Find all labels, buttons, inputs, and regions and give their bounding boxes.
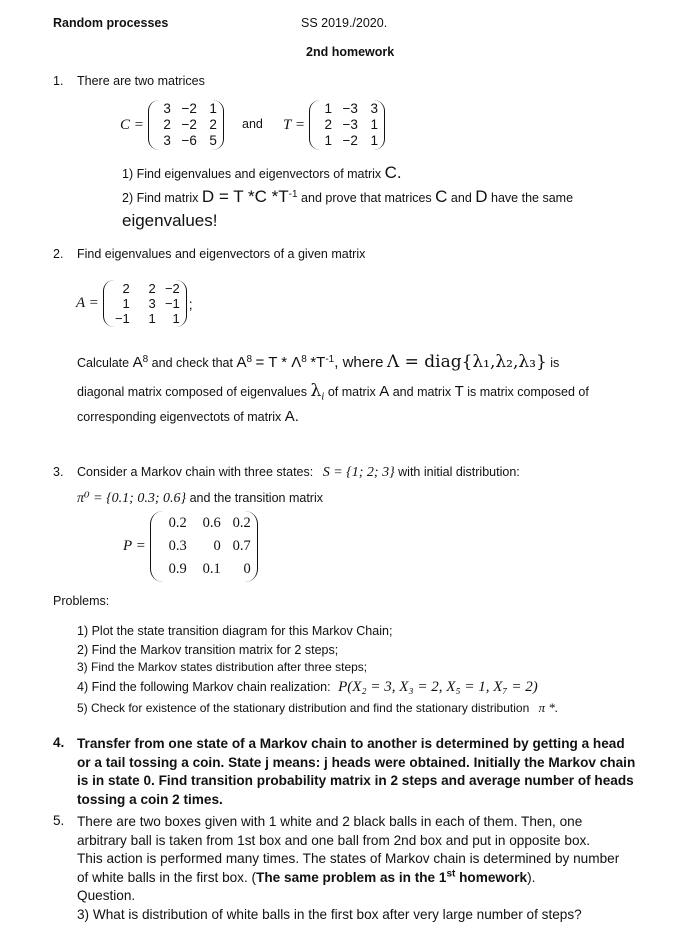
matrix-cell: 3 <box>148 296 156 311</box>
matrix-cell: 3 <box>163 101 171 116</box>
problem1-number: 1. <box>53 74 64 88</box>
problem4-text <box>77 735 652 809</box>
matrix-c <box>120 100 224 150</box>
matrix-cell: 3 <box>370 101 378 116</box>
course-title: Random processes <box>53 16 169 30</box>
matrix-cell: 1 <box>172 311 180 326</box>
semester: SS 2019./2020. <box>301 16 388 30</box>
problem3-initial-dist: π⁰ = {0.1; 0.3; 0.6} and the transition matrix <box>77 491 323 506</box>
matrix-cell: 1 <box>148 311 156 326</box>
matrix-a-label: A = <box>76 295 99 311</box>
matrix-cell: 0.3 <box>168 538 187 554</box>
matrix-cell: 1 <box>209 101 217 116</box>
matrix-cell: 2 <box>148 281 156 296</box>
question-label: Question. <box>77 888 136 904</box>
problem2-line2: diagonal matrix composed of eigenvalues λi of matrix A and matrix T is matrix composed of <box>77 381 589 403</box>
matrix-cell: 1 <box>324 133 332 148</box>
problem4-number: 4. <box>53 735 65 750</box>
problem5-text <box>77 813 652 925</box>
problem3-intro: Consider a Markov chain with three states: S = {1; 2; 3} with initial distribution: <box>77 465 520 480</box>
matrix-cell: 1 <box>370 117 378 132</box>
problem3-number: 3. <box>53 465 64 479</box>
problem4-line: or a tail tossing a coin. State j means: j heads were obtained. Initially the Markov chain <box>77 754 636 770</box>
problem5-number: 5. <box>53 813 65 828</box>
list-item: 2) Find the Markov transition matrix for 2 steps; <box>77 643 339 657</box>
matrix-t-label: T = <box>283 116 305 133</box>
problem4-line: is in state 0. Find transition probability matrix in 2 steps and average number of heads <box>77 773 634 789</box>
problem1-task2: 2) Find matrix D = T *C $*T^{-1}$ and prove that matrices C and D have the same <box>122 187 574 206</box>
matrix-c-label: C = <box>120 116 144 133</box>
matrix-cell: 2 <box>324 117 332 132</box>
matrix-cell: −6 <box>181 133 197 148</box>
matrix-cell: 5 <box>209 133 217 148</box>
problem5-line: This action is performed many times. The states of Markov chain is determined by number <box>77 851 620 867</box>
page-title: 2nd homework <box>306 45 395 59</box>
matrix-cell: −2 <box>164 281 180 296</box>
matrix-cell: 0 <box>243 561 251 577</box>
matrix-t <box>283 100 385 150</box>
problem4-line: tossing a coin 2 times. <box>77 791 223 807</box>
problem1-task2-line2: eigenvalues! <box>122 211 218 230</box>
matrix-cell: −1 <box>114 311 130 326</box>
matrix-cell: 0.2 <box>232 515 251 531</box>
matrix-cell: 1 <box>122 296 130 311</box>
list-item: 3) Find the Markov states distribution after three steps; <box>77 660 368 674</box>
problem1-intro: There are two matrices <box>77 74 205 88</box>
question-3: 3) What is distribution of white balls in the first box after very large number of steps? <box>77 906 582 922</box>
problems-label: Problems: <box>53 594 110 608</box>
matrix-p <box>123 511 258 582</box>
matrix-a-tail: ; <box>188 295 193 312</box>
matrix-cell: 2 <box>122 281 130 296</box>
problem1-task1: 1) Find eigenvalues and eigenvectors of matrix C. <box>122 163 402 182</box>
list-item: 5) Check for existence of the stationary distribution and find the stationary distribution π *. <box>77 700 559 715</box>
matrix-cell: −1 <box>164 296 180 311</box>
matrix-cell: 0 <box>213 538 221 554</box>
problem2-line3: corresponding eigenvectots of matrix A. <box>77 408 299 425</box>
matrix-cell: −3 <box>342 117 358 132</box>
problem5-line: arbitrary ball is taken from 1st box and one ball from 2nd box and put in opposite box. <box>77 832 591 848</box>
problem2-intro: Find eigenvalues and eigenvectors of a given matrix <box>77 247 366 261</box>
matrix-cell: −3 <box>342 101 358 116</box>
matrix-a <box>76 280 193 327</box>
matrix-cell: 0.7 <box>232 538 251 554</box>
matrix-cell: 1 <box>324 101 332 116</box>
list-item: 4) Find the following Markov chain realization: P(X₂ = 3, X₃ = 2, X₅ = 1, X₇ = 2) <box>77 679 538 695</box>
matrix-cell: 0.1 <box>202 561 221 577</box>
matrix-p-label: P = <box>123 538 146 554</box>
and-word: and <box>242 117 263 131</box>
matrix-cell: 0.2 <box>168 515 187 531</box>
problem5-line: of white balls in the first box. (The same problem as in the 1st homework). <box>77 868 536 885</box>
problem5-line: There are two boxes given with 1 white and 2 black balls in each of them. Then, one <box>77 814 583 829</box>
matrix-cell: 2 <box>209 117 217 132</box>
matrix-cell: 0.6 <box>202 515 221 531</box>
problem2-number: 2. <box>53 247 64 261</box>
matrix-cell: −2 <box>181 117 197 132</box>
problem2-calc: Calculate $A^8$ and check that $A^8 = T * \Lambda^8$ $*T^{-1}$, where Λ = diag{λ₁,λ₂,λ₃} is <box>77 352 560 372</box>
matrix-cell: 2 <box>163 117 171 132</box>
matrix-cell: −2 <box>181 101 197 116</box>
matrix-cell: 1 <box>370 133 378 148</box>
matrix-cell: 3 <box>163 133 171 148</box>
matrix-cell: 0.9 <box>168 561 187 577</box>
list-item: 1) Plot the state transition diagram for this Markov Chain; <box>77 624 393 638</box>
problem4-line: Transfer from one state of a Markov chain to another is determined by getting a head <box>77 736 625 751</box>
matrix-cell: −2 <box>342 133 358 148</box>
